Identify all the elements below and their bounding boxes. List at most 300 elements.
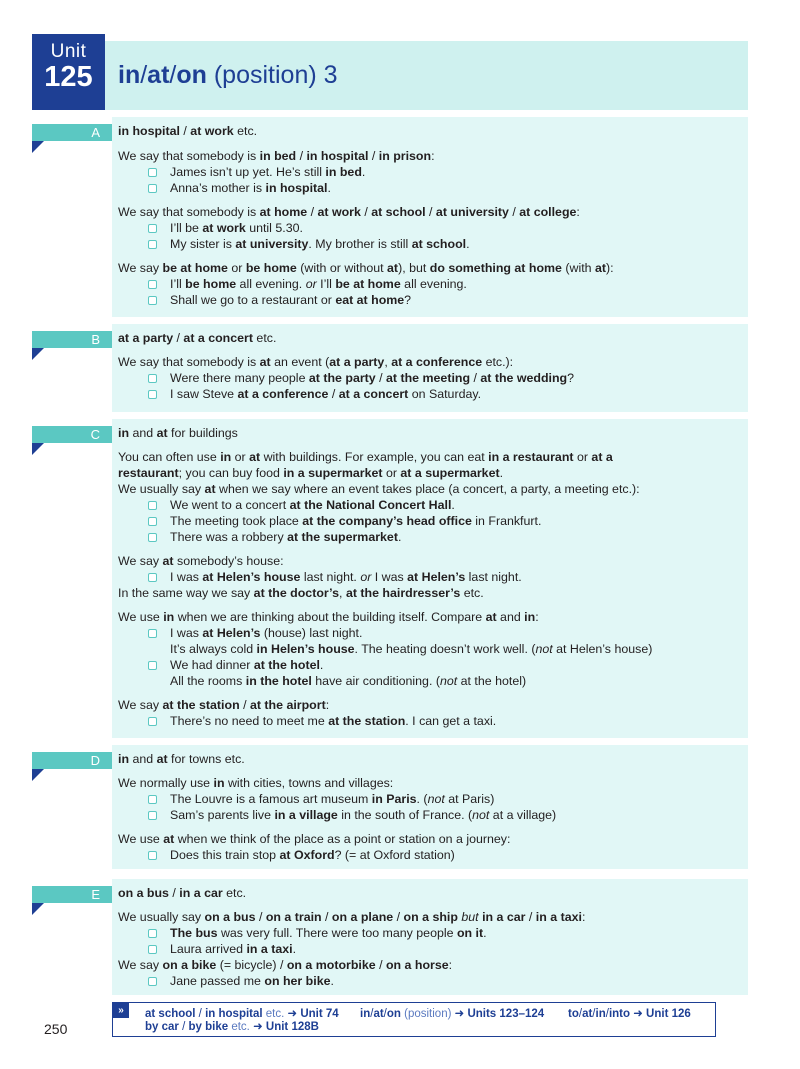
text-line (118, 426, 238, 441)
text-segment: I was (371, 570, 408, 584)
text-segment: / (375, 371, 387, 385)
text-segment: We say (118, 958, 163, 972)
text-segment: was very full. There were too many people (217, 926, 457, 940)
text-segment: The meeting took place (170, 514, 303, 528)
text-segment: on a bus (204, 910, 256, 924)
text-segment: in Frankfurt. (471, 514, 542, 528)
text-segment: in Helen’s house (256, 642, 355, 656)
reference-link[interactable] (568, 1008, 691, 1021)
text-segment: on a ship (403, 910, 458, 924)
title-part: on (176, 61, 207, 89)
bullet-square-icon (148, 629, 157, 638)
text-segment: restaurant (118, 466, 179, 480)
text-segment: be at home (162, 261, 228, 275)
text-segment: We normally use (118, 776, 214, 790)
text-segment: have air conditioning. ( (311, 674, 440, 688)
text-segment: , (384, 355, 392, 369)
text-line (118, 124, 257, 139)
title-part: / (140, 61, 148, 89)
text-segment: at (259, 355, 271, 369)
text-segment: (with or without (296, 261, 388, 275)
example-line (170, 658, 323, 673)
text-segment: in the hotel (245, 674, 312, 688)
text-segment: eat at home (335, 293, 405, 307)
text-segment: at the station (328, 714, 406, 728)
text-segment: / (470, 371, 481, 385)
text-segment: in (118, 426, 130, 440)
text-segment: : (581, 910, 586, 924)
text-line (118, 331, 276, 346)
section-tab-e: E (32, 886, 112, 903)
text-segment: in (220, 450, 232, 464)
text-segment: The Louvre is a famous art museum (170, 792, 372, 806)
bullet-square-icon (148, 661, 157, 670)
text-segment: be at home (335, 277, 401, 291)
text-segment: My sister is (170, 237, 236, 251)
text-segment: We usually say (118, 910, 205, 924)
text-segment: at a conference (237, 387, 329, 401)
bullet-square-icon (148, 945, 157, 954)
text-line (118, 752, 245, 767)
text-segment: at the company’s head office (302, 514, 472, 528)
text-segment: at (163, 832, 175, 846)
text-segment: at (594, 261, 606, 275)
example-line (170, 570, 522, 585)
text-segment: . (466, 237, 470, 251)
text-segment: : (431, 149, 435, 163)
example-line (170, 293, 411, 308)
text-segment: Were there many people (170, 371, 309, 385)
text-segment: at a concert (338, 387, 409, 401)
text-segment: somebody’s house: (173, 554, 284, 568)
text-segment: for towns etc. (167, 752, 245, 766)
section-tab-b: B (32, 331, 112, 348)
text-segment: and (496, 610, 525, 624)
text-segment: for buildings (167, 426, 238, 440)
text-segment: . (319, 658, 324, 672)
title-part: in (118, 61, 141, 89)
text-segment: ), but (398, 261, 430, 275)
reference-segment: / (578, 1008, 583, 1020)
text-segment: . (451, 498, 455, 512)
reference-segment: etc. (262, 1008, 288, 1020)
reference-segment: on (386, 1008, 401, 1020)
example-line (170, 221, 303, 236)
bullet-square-icon (148, 501, 157, 510)
text-segment: in Paris (371, 792, 417, 806)
text-segment: but (461, 910, 479, 924)
page-title (118, 61, 338, 90)
text-segment: at college (519, 205, 577, 219)
text-segment: We say that somebody is (118, 149, 260, 163)
text-segment: in (163, 610, 175, 624)
reference-segment: etc. (228, 1021, 254, 1033)
text-segment: , (339, 586, 346, 600)
text-segment: at the supermarket (287, 530, 398, 544)
text-line (118, 466, 503, 481)
text-segment: / (239, 698, 250, 712)
section-corner-icon (32, 443, 44, 455)
section-tab-a: A (32, 124, 112, 141)
text-segment: at (204, 482, 216, 496)
example-line (170, 514, 541, 529)
text-segment: in bed (259, 149, 297, 163)
text-segment: at the meeting (386, 371, 471, 385)
example-line (170, 974, 334, 989)
text-segment: not (472, 808, 490, 822)
bullet-square-icon (148, 280, 157, 289)
reference-arrow-icon: » (113, 1003, 129, 1018)
text-line (118, 958, 452, 973)
text-segment: at the hairdresser’s (345, 586, 461, 600)
text-segment: at Helen’s (202, 626, 261, 640)
example-line (170, 387, 481, 402)
text-segment: / (393, 910, 404, 924)
bullet-square-icon (148, 184, 157, 193)
text-segment: . (499, 466, 504, 480)
text-segment: not (439, 674, 458, 688)
text-line (118, 886, 246, 901)
section-corner-icon (32, 769, 44, 781)
section-tab-d: D (32, 752, 112, 769)
text-segment: at home (259, 205, 308, 219)
bullet-square-icon (148, 977, 157, 986)
text-segment: at a supermarket (400, 466, 500, 480)
text-segment: : (325, 698, 330, 712)
text-segment: Sam’s parents live (170, 808, 275, 822)
text-segment: / (368, 149, 379, 163)
reference-segment: in (360, 1008, 371, 1020)
reference-segment: at school (145, 1008, 196, 1020)
text-segment: at (156, 426, 168, 440)
text-segment: etc. (233, 124, 258, 138)
title-part: / (169, 61, 177, 89)
text-segment: at (249, 450, 261, 464)
reference-segment: ➜ Unit 126 (630, 1008, 691, 1020)
text-segment: ? (= at Oxford station) (334, 848, 455, 862)
text-segment: at work (190, 124, 234, 138)
example-line (170, 165, 365, 180)
text-segment: We say that somebody is (118, 205, 260, 219)
example-line (170, 808, 556, 823)
text-segment: . (483, 926, 487, 940)
text-segment: be home (245, 261, 297, 275)
text-segment: or (573, 450, 592, 464)
text-segment: at the party (308, 371, 376, 385)
text-segment: / (525, 910, 536, 924)
reference-link[interactable] (145, 1021, 319, 1034)
text-line (170, 642, 652, 657)
example-line (170, 626, 362, 641)
reference-segment: to (568, 1008, 579, 1020)
reference-segment: / (605, 1008, 609, 1020)
unit-badge (32, 34, 105, 110)
title-part: (position) 3 (206, 61, 338, 89)
example-line (170, 181, 331, 196)
text-line (118, 149, 435, 164)
reference-segment: / (383, 1008, 387, 1020)
reference-segment: / (178, 1021, 189, 1033)
text-segment: : (535, 610, 539, 624)
text-segment: / (296, 149, 307, 163)
text-segment: not (427, 792, 445, 806)
text-segment: Jane passed me (170, 974, 265, 988)
text-line (118, 910, 585, 925)
example-line (170, 371, 574, 386)
text-segment: I was (170, 626, 203, 640)
example-line (170, 498, 455, 513)
reference-segment: at (582, 1008, 593, 1020)
example-line (170, 277, 467, 292)
text-segment: . My brother is still (308, 237, 412, 251)
text-segment: Laura arrived (170, 942, 247, 956)
text-segment: Does this train stop (170, 848, 280, 862)
text-segment: : (448, 958, 453, 972)
text-segment: We say (118, 698, 163, 712)
text-segment: on a motorbike (286, 958, 376, 972)
text-segment: . (292, 942, 297, 956)
text-segment: on Saturday. (408, 387, 482, 401)
section-corner-icon (32, 141, 44, 153)
text-segment: / (321, 910, 332, 924)
text-segment: at school (411, 237, 467, 251)
reference-segment: / (195, 1008, 206, 1020)
text-segment: in hospital (265, 181, 328, 195)
text-segment: We use (118, 832, 164, 846)
text-segment: do something at home (429, 261, 562, 275)
text-segment: The bus (170, 926, 218, 940)
bullet-square-icon (148, 795, 157, 804)
text-segment: at (485, 610, 497, 624)
bullet-square-icon (148, 296, 157, 305)
reference-segment: ➜ Unit 128B (253, 1021, 319, 1033)
text-segment: in prison (378, 149, 432, 163)
text-segment: with buildings. For example, you can eat (260, 450, 489, 464)
text-segment: at the hotel) (457, 674, 527, 688)
text-segment: or (231, 450, 250, 464)
text-segment: . (327, 181, 331, 195)
reference-segment: in hospital (205, 1008, 263, 1020)
text-segment: in (118, 752, 130, 766)
text-segment: in a taxi (535, 910, 582, 924)
text-segment: on a bike (162, 958, 217, 972)
text-segment: in hospital (118, 124, 180, 138)
bullet-square-icon (148, 533, 157, 542)
text-segment: etc. (460, 586, 484, 600)
text-segment: at the doctor’s (253, 586, 340, 600)
text-segment: at (156, 752, 168, 766)
text-segment: . ( (416, 792, 428, 806)
text-segment: at Paris) (444, 792, 495, 806)
text-segment: etc. (222, 886, 247, 900)
text-segment: Shall we go to a restaurant or (170, 293, 336, 307)
text-segment: at university (235, 237, 309, 251)
unit-number: 125 (44, 61, 93, 93)
text-segment: Anna’s mother is (170, 181, 266, 195)
text-segment: / (508, 205, 520, 219)
text-segment: at a party (329, 355, 385, 369)
text-segment: (= bicycle) / (216, 958, 287, 972)
text-segment: . (361, 165, 366, 179)
text-line (118, 832, 510, 847)
text-segment: in bed (325, 165, 362, 179)
text-line (118, 698, 329, 713)
reference-segment: into (608, 1008, 631, 1020)
text-line (118, 554, 284, 569)
text-segment: (house) last night. (260, 626, 363, 640)
text-segment: when we think of the place as a point or station on a journey: (174, 832, 511, 846)
text-segment: I saw Steve (170, 387, 238, 401)
text-segment: or (227, 261, 246, 275)
text-segment: We had dinner (170, 658, 254, 672)
text-line (118, 355, 513, 370)
text-segment: / (173, 331, 184, 345)
text-segment: / (425, 205, 436, 219)
text-segment: It’s always cold (170, 642, 257, 656)
text-segment: or (382, 466, 401, 480)
reference-link[interactable] (145, 1008, 339, 1021)
text-segment: on her bike (264, 974, 331, 988)
text-segment: last night. (465, 570, 522, 584)
text-segment: ): (606, 261, 614, 275)
text-segment: at the National Concert Hall (289, 498, 452, 512)
text-segment: last night. (300, 570, 361, 584)
text-segment: be home (185, 277, 237, 291)
text-segment: ; you can buy food (178, 466, 284, 480)
text-segment: or (360, 570, 372, 584)
text-segment: I was (170, 570, 203, 584)
text-segment: (with (561, 261, 595, 275)
example-line (170, 530, 401, 545)
text-segment: James isn’t up yet. He’s still (170, 165, 326, 179)
text-line (118, 776, 393, 791)
text-segment: and (129, 426, 157, 440)
bullet-square-icon (148, 517, 157, 526)
text-segment: etc.): (482, 355, 514, 369)
text-segment: We say (118, 261, 163, 275)
text-segment: in (524, 610, 536, 624)
text-segment: etc. (252, 331, 277, 345)
bullet-square-icon (148, 240, 157, 249)
reference-segment: (position) (400, 1008, 455, 1020)
text-segment: in the south of France. ( (337, 808, 473, 822)
text-segment: on a bus (118, 886, 169, 900)
example-line (170, 792, 494, 807)
text-segment: in a restaurant (488, 450, 574, 464)
text-segment: on it (456, 926, 484, 940)
text-segment: until 5.30. (245, 221, 303, 235)
text-segment: on a train (265, 910, 322, 924)
text-line (118, 205, 580, 220)
text-segment: We use (118, 610, 164, 624)
title-band (105, 41, 748, 110)
bullet-square-icon (148, 929, 157, 938)
text-segment: at a conference (391, 355, 483, 369)
text-segment: ? (404, 293, 412, 307)
page-number: 250 (44, 1021, 68, 1037)
reference-link[interactable] (360, 1008, 544, 1021)
reference-segment: by car (145, 1021, 179, 1033)
example-line (170, 848, 455, 863)
reference-segment: by bike (188, 1021, 229, 1033)
text-segment: at the station (162, 698, 240, 712)
text-segment: in a supermarket (283, 466, 383, 480)
text-segment: at a party (118, 331, 174, 345)
example-line (170, 942, 296, 957)
text-segment: at Oxford (279, 848, 335, 862)
example-line (170, 714, 496, 729)
text-segment: at (162, 554, 174, 568)
reference-segment: at (373, 1008, 384, 1020)
text-segment: / (307, 205, 318, 219)
text-segment: I’ll (316, 277, 336, 291)
text-segment: I’ll (170, 277, 186, 291)
text-segment: There’s no need to meet me (170, 714, 329, 728)
text-segment: with cities, towns and villages: (224, 776, 394, 790)
text-segment: / (328, 387, 339, 401)
text-segment: ? (567, 371, 575, 385)
text-segment: / (168, 886, 180, 900)
text-segment: on a plane (331, 910, 394, 924)
text-line (118, 610, 539, 625)
text-segment: There was a robbery (170, 530, 288, 544)
text-line (170, 674, 526, 689)
text-segment: in (213, 776, 225, 790)
section-tab-c: C (32, 426, 112, 443)
text-segment: in a car (179, 886, 223, 900)
text-segment: at university (435, 205, 509, 219)
text-segment: In the same way we say (118, 586, 254, 600)
text-segment: . I can get a taxi. (405, 714, 497, 728)
bullet-square-icon (148, 573, 157, 582)
text-segment: not (535, 642, 553, 656)
text-segment: / (375, 958, 386, 972)
text-segment: at Helen’s house) (552, 642, 653, 656)
text-segment: at the airport (249, 698, 326, 712)
text-segment: We say that somebody is (118, 355, 260, 369)
text-segment: at school (371, 205, 426, 219)
text-segment: an event ( (270, 355, 330, 369)
text-segment: in a car (482, 910, 526, 924)
unit-word: Unit (50, 41, 87, 62)
reference-segment: ➜ Units 123–124 (454, 1008, 545, 1020)
reference-segment: in (595, 1008, 606, 1020)
text-line (118, 586, 484, 601)
reference-segment: / (592, 1008, 596, 1020)
text-segment: in hospital (306, 149, 369, 163)
text-segment: at Helen’s house (202, 570, 301, 584)
bullet-square-icon (148, 717, 157, 726)
bullet-square-icon (148, 168, 157, 177)
text-segment: We usually say (118, 482, 205, 496)
bullet-square-icon (148, 390, 157, 399)
section-corner-icon (32, 903, 44, 915)
text-segment: on a horse (385, 958, 449, 972)
example-line (170, 926, 487, 941)
text-segment: at the hotel (253, 658, 320, 672)
reference-segment: / (370, 1008, 374, 1020)
text-segment: in a village (274, 808, 338, 822)
reference-segment: ➜ Unit 74 (287, 1008, 339, 1020)
text-segment: at (387, 261, 399, 275)
text-segment: . (330, 974, 334, 988)
text-segment: / (179, 124, 191, 138)
example-line (170, 237, 470, 252)
text-segment: all evening. (400, 277, 467, 291)
text-segment: at the wedding (480, 371, 568, 385)
bullet-square-icon (148, 224, 157, 233)
section-corner-icon (32, 348, 44, 360)
